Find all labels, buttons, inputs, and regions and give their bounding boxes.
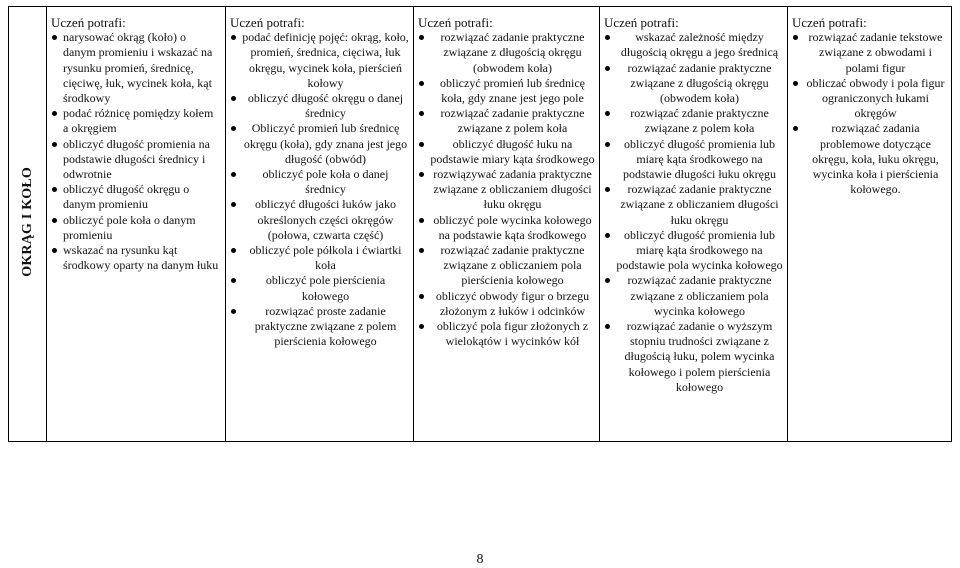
list-item: rozwiązać zadanie praktyczne związane z obliczaniem pola wycinka kołowego [604, 273, 783, 319]
list-item: rozwiązać proste zadanie praktyczne związane z polem pierścienia kołowego [230, 304, 409, 350]
list-item: obliczyć pole koła o danej średnicy [230, 167, 409, 197]
list-item: obliczyć długość okręgu o danym promieniu [51, 182, 221, 212]
page-number: 8 [476, 552, 484, 567]
column-header: Uczeń potrafi: [792, 15, 867, 30]
list-item: obliczyć długość promienia lub miarę kąta środkowego na podstawie długości łuku okręgu [604, 137, 783, 183]
topic-label: OKRĄG I KOŁO [19, 167, 35, 277]
requirement-list [418, 30, 595, 349]
table-row [9, 7, 952, 442]
column-grade-5 [788, 7, 952, 442]
column-grade-1 [47, 7, 226, 442]
list-item: narysować okrąg (koło) o danym promieniu i wskazać na rysunku promień, średnicę, cięciwę, łuk, wycinek koła, kąt środkowy [51, 30, 221, 106]
list-item: obliczyć długość promienia lub miarę kąta środkowego na podstawie pola wycinka kołowego [604, 228, 783, 274]
list-item: obliczyć pole pierścienia kołowego [230, 273, 409, 303]
list-item: rozwiązać zadanie praktyczne związane z obliczaniem długości łuku okręgu [604, 182, 783, 228]
list-item: obliczyć długość okręgu o danej średnicy [230, 91, 409, 121]
column-grade-3 [414, 7, 600, 442]
list-item: rozwiązać zadanie praktyczne związane z długością okręgu (obwodem koła) [604, 61, 783, 107]
list-item: obliczać obwody i pola figur ograniczonych łukami okręgów [792, 76, 947, 122]
list-item: wskazać zależność między długością okręgu a jego średnicą [604, 30, 783, 60]
list-item: rozwiązać zdanie praktyczne związane z polem koła [604, 106, 783, 136]
column-grade-2 [226, 7, 414, 442]
curriculum-table [8, 6, 952, 442]
list-item: rozwiązać zadanie praktyczne związane z długością okręgu (obwodem koła) [418, 30, 595, 76]
column-header: Uczeń potrafi: [230, 15, 305, 30]
requirement-list [604, 30, 783, 395]
list-item: rozwiązywać zadania praktyczne związane z obliczaniem długości łuku okręgu [418, 167, 595, 213]
list-item: obliczyć promień lub średnicę koła, gdy znane jest jego pole [418, 76, 595, 106]
list-item: obliczyć pola figur złożonych z wielokątów i wycinków kół [418, 319, 595, 349]
list-item: obliczyć obwody figur o brzegu złożonym z łuków i odcinków [418, 289, 595, 319]
column-grade-4 [600, 7, 788, 442]
list-item: obliczyć pole wycinka kołowego na podstawie kąta środkowego [418, 213, 595, 243]
requirement-list [230, 30, 409, 349]
list-item: rozwiązać zadania problemowe dotyczące okręgu, koła, łuku okręgu, wycinka koła i pierścienia kołowego. [792, 121, 947, 197]
list-item: rozwiązać zadanie praktyczne związane z polem koła [418, 106, 595, 136]
list-item: obliczyć pole półkola i ćwiartki koła [230, 243, 409, 273]
list-item: podać definicję pojęć: okrąg, koło, promień, średnica, cięciwa, łuk okręgu, wycinek koła, pierścień kołowy [230, 30, 409, 91]
column-header: Uczeń potrafi: [604, 15, 679, 30]
list-item: obliczyć długość promienia na podstawie długości średnicy i odwrotnie [51, 137, 221, 183]
list-item: rozwiązać zadanie tekstowe związane z obwodami i polami figur [792, 30, 947, 76]
list-item: rozwiązać zadanie praktyczne związane z obliczaniem pola pierścienia kołowego [418, 243, 595, 289]
column-header: Uczeń potrafi: [51, 15, 126, 30]
list-item: Obliczyć promień lub średnicę okręgu (koła), gdy znana jest jego długość (obwód) [230, 121, 409, 167]
list-item: obliczyć długość łuku na podstawie miary kąta środkowego [418, 137, 595, 167]
list-item: wskazać na rysunku kąt środkowy oparty na danym łuku [51, 243, 221, 273]
list-item: podać różnicę pomiędzy kołem a okręgiem [51, 106, 221, 136]
list-item: rozwiązać zadanie o wyższym stopniu trudności związane z długością łuku, polem wycinka kołowego i polem pierścienia kołowego [604, 319, 783, 395]
list-item: obliczyć pole koła o danym promieniu [51, 213, 221, 243]
list-item: obliczyć długości łuków jako określonych części okręgów (połowa, czwarta część) [230, 197, 409, 243]
requirement-list [792, 30, 947, 197]
topic-cell [9, 7, 47, 442]
column-header: Uczeń potrafi: [418, 15, 493, 30]
requirement-list [51, 30, 221, 273]
